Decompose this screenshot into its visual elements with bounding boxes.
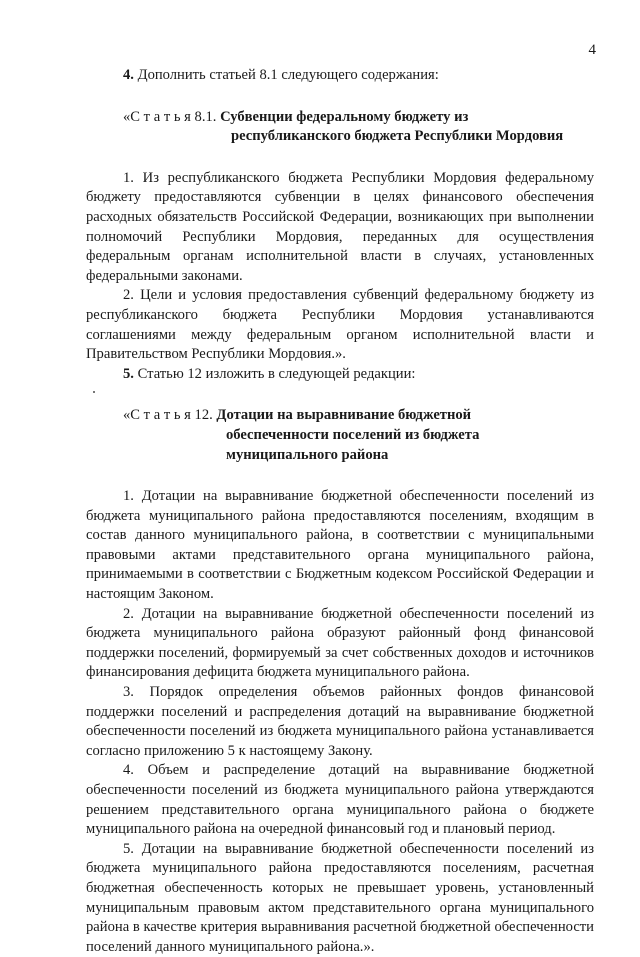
document-body	[86, 66, 594, 957]
item-4-text: Дополнить статьей 8.1 следующего содержания:	[137, 67, 439, 83]
item-5-text: Статью 12 изложить в следующей редакции:	[137, 365, 416, 382]
article-12-title-line3: муниципального района	[226, 446, 389, 463]
article-8-1-title-line1: Субвенции федеральному бюджету из	[220, 108, 469, 125]
article-12-heading	[86, 406, 594, 465]
item-4-number: 4.	[123, 67, 134, 83]
article-12-paragraph-3: 3. Порядок определения объемов районных фондов финансовой поддержки поселений и распределения дотаций на выравнивание бюджетной обеспеченности поселений из бюджета муниципального района устанавливается согласно приложению 5 к настоящему Закону.	[86, 684, 594, 759]
article-12-paragraph-1: 1. Дотации на выравнивание бюджетной обеспеченности поселений из бюджета муниципального района предоставляются поселениям, входящим в состав данного муниципального района, в соответствии с муниципальными правовыми актами представительного органа муниципального района, принимаемыми в соответствии с Бюджетным кодексом Российской Федерации и настоящим Законом.	[86, 488, 594, 603]
article-8-1-paragraph-2: 2. Цели и условия предоставления субвенций федеральному бюджету из республиканского бюджета Республики Мордовия устанавливаются соглашениями между федеральным органом исполнительной власти и Правительством Республики Мордовия.».	[86, 287, 594, 363]
article-8-1-paragraph-1: 1. Из республиканского бюджета Республики Мордовия федеральному бюджету предоставляются субвенции в целях финансового обеспечения расходных обязательств Российской Федерации, возникающих при выполнении полномочий Республики Мордовия, переданных для осуществления федеральным органам исполнительной власти в случаях, установленных федеральными законами.	[86, 169, 594, 284]
article-12-title-line2: обеспеченности поселений из бюджета	[226, 426, 480, 443]
article-8-1-prefix: «С т а т ь я 8.1.	[123, 108, 217, 125]
article-12-paragraph-2: 2. Дотации на выравнивание бюджетной обеспеченности поселений из бюджета муниципального района образуют районный фонд финансовой поддержки поселений, формируемый за счет собственных доходов и источников финансирования дефицита бюджета муниципального района.	[86, 605, 594, 681]
article-8-1-heading	[86, 108, 594, 147]
article-8-1-title-line2: республиканского бюджета Республики Мордовия	[231, 128, 564, 145]
article-12-prefix: «С т а т ь я 12.	[123, 407, 213, 424]
item-5	[86, 365, 594, 385]
article-12-paragraph-5: 5. Дотации на выравнивание бюджетной обеспеченности поселений из бюджета муниципального района предоставляются поселениям, расчетная бюджетная обеспеченность которых не превышает уровень, установленный муниципальным правовым актом представительного органа муниципального района в качестве критерия выравнивания расчетной бюджетной обеспеченности поселений данного муниципального района.».	[86, 840, 594, 955]
article-12-title-line1: Дотации на выравнивание бюджетной	[216, 407, 472, 424]
item-5-number: 5.	[123, 365, 134, 382]
item-4	[86, 66, 594, 86]
article-12-paragraph-4: 4. Объем и распределение дотаций на выравнивание бюджетной обеспеченности поселений из бюджета муниципального района утверждаются решением представительного органа муниципального района о бюджете муниципального района на очередной финансовый год и плановый период.	[86, 762, 594, 838]
page-number: 4	[588, 42, 596, 58]
